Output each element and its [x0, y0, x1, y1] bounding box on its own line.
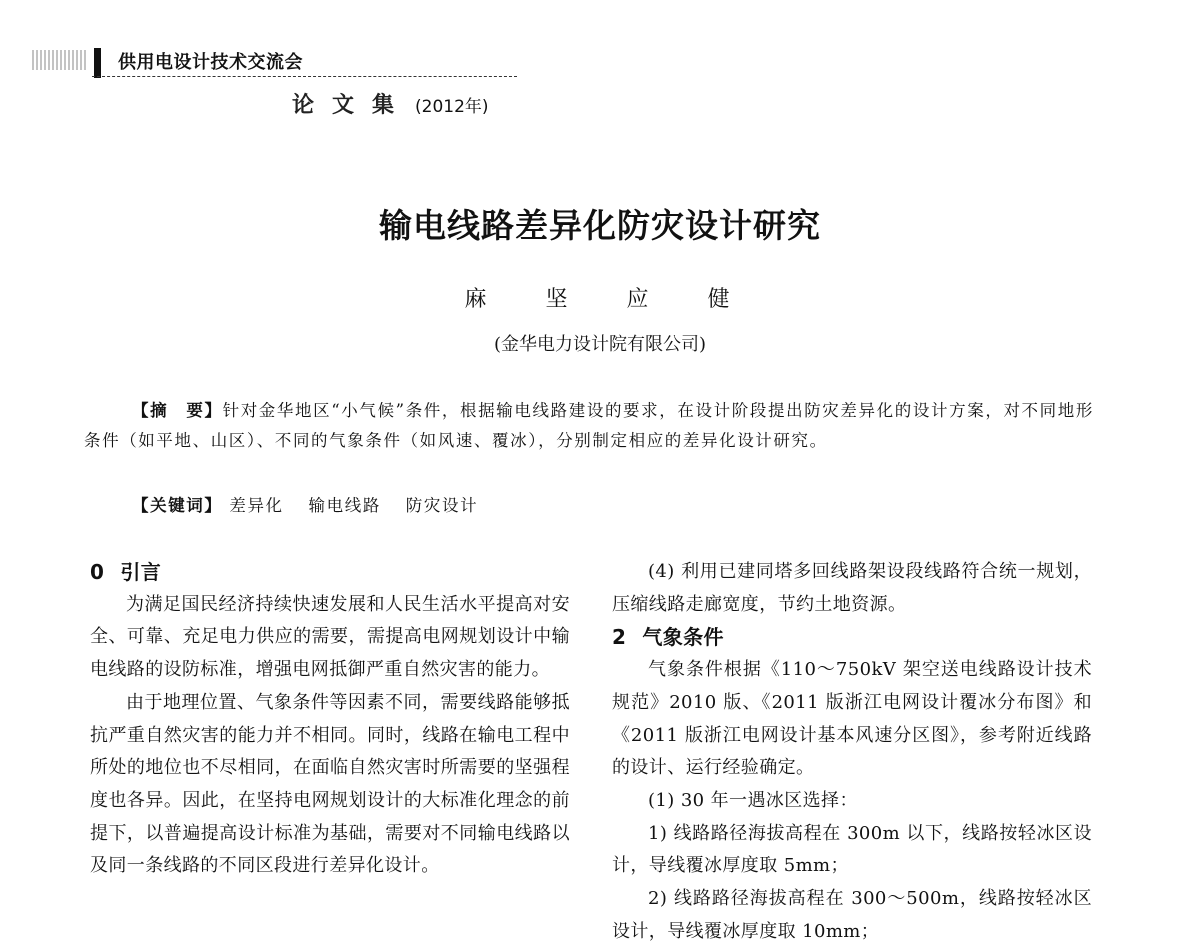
- conference-title: 供用电设计技术交流会: [118, 52, 303, 73]
- collection-title: 论文集: [292, 92, 413, 118]
- collection-year: (2012年): [415, 97, 489, 117]
- list-item: 2) 线路路径海拔高程在 300～500m，线路按轻冰区设计，导线覆冰厚度取 10mm；: [612, 888, 1092, 942]
- paper-affiliation: (金华电力设计院有限公司): [493, 334, 707, 355]
- abstract-text: 针对金华地区“小气候”条件，根据输电线路建设的要求，在设计阶段提出防灾差异化的设计方案，对不同地形条件（如平地、山区）、不同的气象条件（如风速、覆冰），分别制定相应的差异化设计研究。: [84, 401, 1094, 450]
- paper-title: 输电线路差异化防灾设计研究: [379, 206, 821, 245]
- body-paragraph: 气象条件根据《110～750kV 架空送电线路设计技术规范》2010 版、《2011 版浙江电网设计覆冰分布图》和《2011 版浙江电网设计基本风速分区图》，参考附近线路的设计、运行经验确定。: [612, 659, 1092, 779]
- keywords: [132, 492, 496, 516]
- section-heading: [90, 556, 570, 589]
- body-paragraph: 为满足国民经济持续快速发展和人民生活水平提高对安全、可靠、充足电力供应的需要，需提高电网规划设计中输电线路的设防标准，增强电网抵御严重自然灾害的能力。: [90, 593, 570, 681]
- body-paragraph: 由于地理位置、气象条件等因素不同，需要线路能够抵抗严重自然灾害的能力并不相同。同时，线路在输电工程中所处的地位也不尽相同，在面临自然灾害时所需要的坚强程度也各异。因此，在坚持电网规划设计的大标准化理念的前提下，以普遍提高设计标准为基础，需要对不同输电线路以及同一条线路的不同区段进行差异化设计。: [90, 691, 570, 877]
- list-item: (1) 30 年一遇冰区选择：: [648, 789, 858, 811]
- keyword-item: 输电线路: [308, 496, 381, 515]
- keywords-label: 【关键词】: [132, 496, 223, 515]
- abstract: [84, 396, 1094, 456]
- paper-authors: 麻 坚 应 健: [464, 287, 756, 312]
- abstract-label: 【摘 要】: [132, 401, 223, 420]
- header-bar: [94, 48, 101, 78]
- section-title: 气象条件: [642, 625, 724, 650]
- right-column: [612, 556, 1092, 948]
- header-divider: [92, 76, 517, 77]
- list-item: 1) 线路路径海拔高程在 300m 以下，线路按轻冰区设计，导线覆冰厚度取 5mm；: [612, 822, 1092, 877]
- section-title: 引言: [120, 560, 162, 584]
- keyword-item: 差异化: [229, 496, 284, 515]
- header-decoration: [32, 50, 87, 70]
- section-number: 0: [90, 560, 105, 584]
- keyword-item: 防灾设计: [405, 496, 479, 515]
- section-heading: [612, 621, 1092, 654]
- body-paragraph: (4) 利用已建同塔多回线路架设段线路符合统一规划，压缩线路走廊宽度，节约土地资源。: [612, 561, 1092, 615]
- section-number: 2: [612, 625, 627, 650]
- left-column: [90, 556, 570, 883]
